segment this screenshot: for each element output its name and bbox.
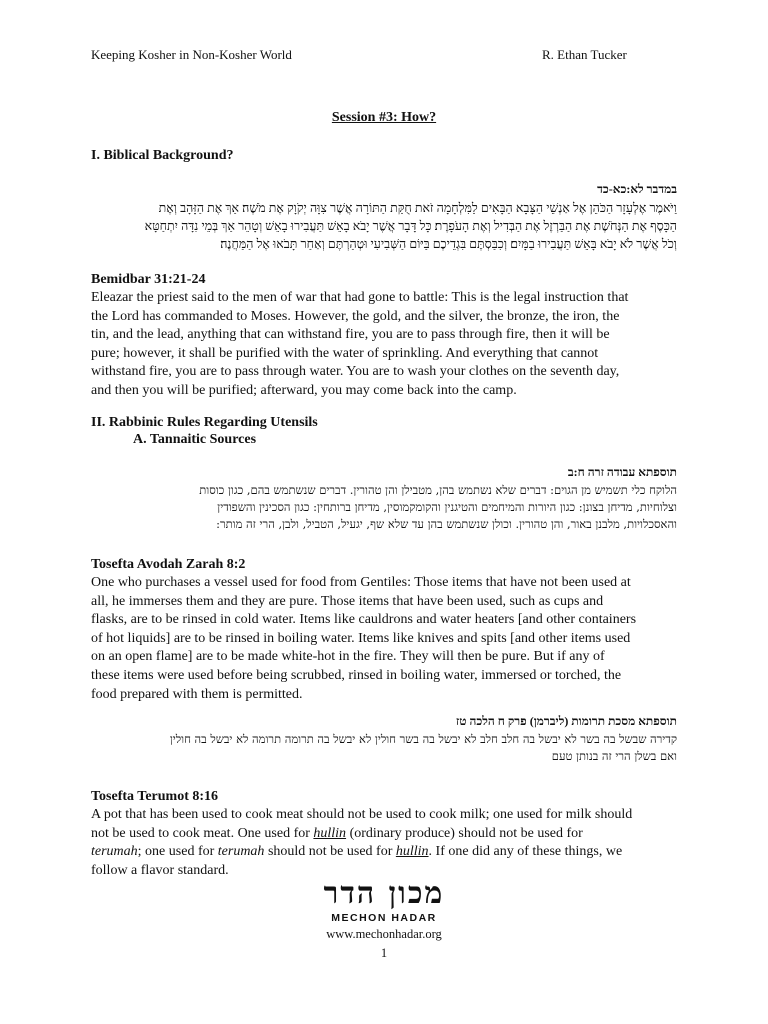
session-title: Session #3: How? bbox=[331, 110, 437, 125]
translation-line: flasks, are to be rinsed in cold water. Items like cauldrons and water heaters [and other containers bbox=[91, 612, 637, 628]
translation-line: the Lord has commanded to Moses. However, the gold, and the silver, the bronze, the iron, the bbox=[91, 308, 620, 324]
section-heading-biblical: I. Biblical Background? bbox=[91, 148, 234, 163]
translation-line bbox=[91, 843, 681, 862]
translation-text: (ordinary produce) should not be used for bbox=[346, 825, 583, 841]
page-number: 1 bbox=[380, 946, 388, 960]
translation-text: . If one did any of these things, we bbox=[428, 844, 623, 860]
translation-tosefta-terumot bbox=[91, 806, 681, 880]
translation-text: ; one used for bbox=[137, 844, 218, 860]
translation-line: One who purchases a vessel used for food from Gentiles: Those items that have not been used at bbox=[91, 575, 631, 590]
translation-line: pure; however, it shall be purified with the water of sprinkling. And everything that cannot bbox=[91, 345, 599, 361]
mechon-hadar-logo-hebrew: מכון הדר bbox=[323, 876, 445, 911]
hebrew-line: והאסכלויות, מלבנן באור, והן טהורין. וכולן שנשתמש בהן עד שלא שף, יגעיל, הטביל, ולבן, הרי זה מותר: bbox=[216, 517, 677, 531]
hebrew-text-bemidbar bbox=[91, 199, 677, 253]
hebrew-line: וְכֹל אֲשֶׁר לֹא יָבֹא בָּאֵשׁ תַּעֲבִירוּ בַמָּיִם׃ וְכִבַּסְתֶּם בִּגְדֵיכֶם בַּיּוֹם הַשְּׁבִיעִי וּטְהַרְתֶּם וְאַחַר תָּבֹאוּ אֶל הַמַּחֲנֶה׃ bbox=[220, 237, 677, 251]
hebrew-line: וַיֹּאמֶר אֶלְעָזָר הַכֹּהֵן אֶל אַנְשֵׁי הַצָּבָא הַבָּאִים לַמִּלְחָמָה זֹאת חֻקַּת הַתּוֹרָה אֲשֶׁר צִוָּה יְקֹוָק אֶת מֹשֶׁה׃ אַךְ אֶת הַזָּהָב וְאֶת bbox=[158, 201, 677, 215]
hebrew-line: הלוקח כלי תשמיש מן הגוים: דברים שלא נשתמש בהן, מטבילן והן טהורין. דברים שנשתמש בהם, כגון כוסות bbox=[199, 483, 677, 497]
translation-line: food prepared with them is permitted. bbox=[91, 686, 303, 702]
translation-line: Eleazar the priest said to the men of war that had gone to battle: This is the legal instruction that bbox=[91, 290, 629, 305]
translation-text: not be used to cook meat. One used for bbox=[91, 825, 314, 841]
translation-line: tin, and the lead, anything that can withstand fire, you are to pass through fire, then it will be bbox=[91, 327, 610, 343]
mechon-hadar-logo-english: MECHON HADAR bbox=[331, 912, 437, 924]
translation-line: of hot liquids] are to be rinsed in boiling water. Items like knives and spits [and other items used bbox=[91, 630, 631, 646]
term-hullin: hullin bbox=[313, 825, 347, 841]
term-terumah: terumah bbox=[91, 844, 138, 860]
hebrew-line: קדירה שבשל בה בשר לא יבשל בה חלב חלב לא יבשל בה בשר חולין לא יבשל בה תרומה תרומה לא יבשל בה חולין bbox=[169, 732, 677, 746]
hebrew-text-tosefta-terumot bbox=[91, 731, 677, 765]
translation-tosefta-az bbox=[91, 574, 681, 704]
translation-line: these items were used before being scrubbed, rinsed in boiling water, immersed or torched, the bbox=[91, 667, 622, 683]
term-terumah: terumah bbox=[217, 844, 265, 860]
source-title-tosefta-az: Tosefta Avodah Zarah 8:2 bbox=[91, 557, 246, 572]
translation-line: A pot that has been used to cook meat should not be used to cook milk; one used for milk should bbox=[91, 807, 633, 822]
hebrew-text-tosefta-az bbox=[91, 482, 677, 533]
term-hullin: hullin bbox=[395, 844, 429, 860]
website-url: www.mechonhadar.org bbox=[326, 927, 442, 941]
hebrew-line: ואם בשלן הרי זה בנותן טעם bbox=[551, 749, 677, 763]
translation-line bbox=[91, 825, 681, 844]
source-title-bemidbar: Bemidbar 31:21-24 bbox=[91, 272, 206, 287]
translation-line: and then you will be purified; afterward, you may come back into the camp. bbox=[91, 382, 517, 398]
section-heading-rabbinic: II. Rabbinic Rules Regarding Utensils bbox=[91, 415, 318, 430]
header-author: R. Ethan Tucker bbox=[542, 47, 627, 62]
hebrew-source-ref-tosefta-az: תוספתא עבודה זרה ח:ב bbox=[567, 465, 677, 479]
hebrew-line: וצלוחיות, מדיחן בצונן: כגון היורות והמיחמים והטיגנין והקומקמוסין, מדיחן ברותחין: כגון הסכינין והשפודין bbox=[217, 500, 677, 514]
translation-text: should not be used for bbox=[264, 844, 396, 860]
translation-line: follow a flavor standard. bbox=[91, 862, 229, 878]
hebrew-source-ref-tosefta-terumot: תוספתא מסכת תרומות (ליברמן) פרק ח הלכה טז bbox=[455, 714, 677, 728]
subsection-heading-tannaitic: A. Tannaitic Sources bbox=[133, 432, 257, 447]
translation-bemidbar bbox=[91, 289, 681, 401]
source-title-tosefta-terumot: Tosefta Terumot 8:16 bbox=[91, 789, 219, 804]
translation-line: all, he immerses them and they are pure. Those items that have been used, such as cups and bbox=[91, 593, 604, 609]
hebrew-source-ref-bemidbar: במדבר לא:כא-כד bbox=[597, 182, 677, 196]
translation-line: on an open flame] are to be made white-hot in the fire. They will then be pure. But if any of bbox=[91, 649, 605, 665]
translation-line: withstand fire, you are to pass through water. You are to wash your clothes on the seventh day, bbox=[91, 364, 620, 380]
hebrew-line: הַכָּסֶף אֶת הַנְּחֹשֶׁת אֶת הַבַּרְזֶל אֶת הַבְּדִיל וְאֶת הָעֹפָרֶת׃ כָּל דָּבָר אֲשֶׁר יָבֹא בָאֵשׁ תַּעֲבִירוּ בָאֵשׁ וְטָהֵר אַךְ בְּמֵי נִדָּה יִתְחַטָּא bbox=[144, 219, 677, 233]
header-doc-title: Keeping Kosher in Non-Kosher World bbox=[91, 47, 292, 62]
